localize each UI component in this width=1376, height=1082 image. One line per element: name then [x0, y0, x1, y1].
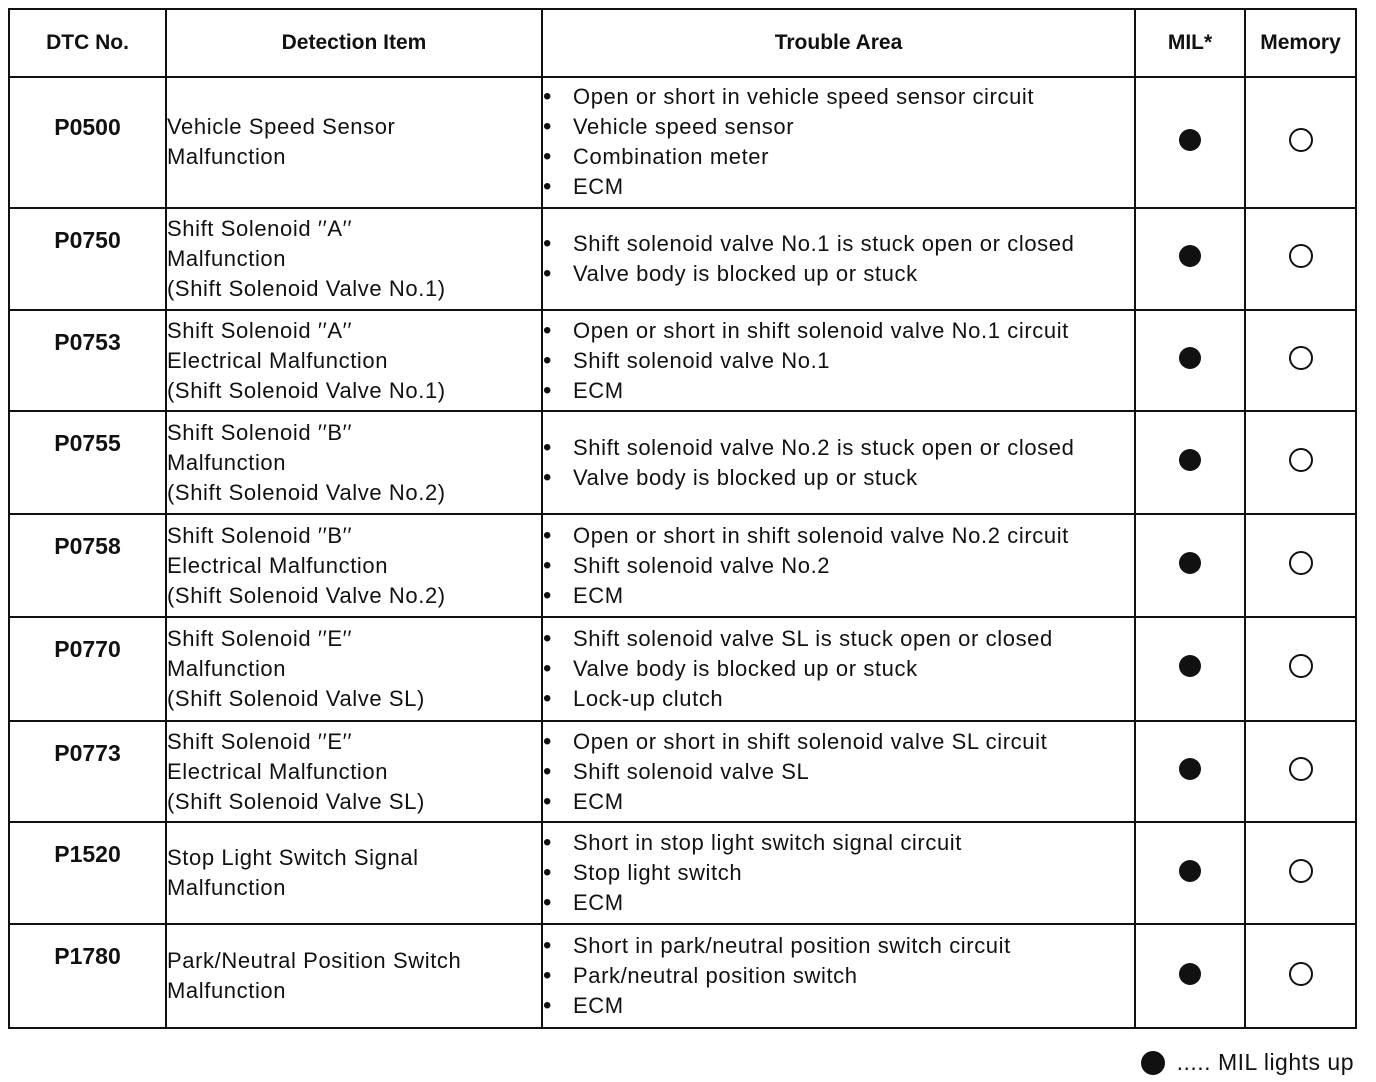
trouble-list: [543, 229, 1134, 289]
detection-item-line: Shift Solenoid ′′E′′: [167, 728, 353, 754]
trouble-item: • Vehicle speed sensor: [543, 112, 1134, 142]
dtc-code: P0758: [9, 514, 166, 617]
detection-item: [166, 514, 542, 617]
mil-cell: [1135, 411, 1245, 514]
trouble-list: [543, 521, 1134, 611]
trouble-area: [542, 822, 1135, 924]
detection-item-line: (Shift Solenoid Valve SL): [167, 685, 425, 711]
detection-item-line: Electrical Malfunction: [167, 552, 389, 578]
trouble-item: • Combination meter: [543, 142, 1134, 172]
empty-circle-icon: [1289, 757, 1313, 781]
filled-circle-icon: [1179, 129, 1201, 151]
empty-circle-icon: [1289, 859, 1313, 883]
trouble-item: • ECM: [543, 787, 1134, 817]
detection-item-line: Park/Neutral Position Switch: [167, 948, 462, 974]
filled-circle-icon: [1179, 655, 1201, 677]
table-row: [9, 822, 1356, 924]
trouble-item: • Open or short in shift solenoid valve No.1 circuit: [543, 316, 1134, 346]
filled-circle-icon: [1179, 860, 1201, 882]
detection-item-line: Stop Light Switch Signal: [167, 845, 419, 871]
mil-cell: [1135, 924, 1245, 1028]
detection-item-line: Electrical Malfunction: [167, 347, 389, 373]
table-row: [9, 617, 1356, 721]
trouble-area: [542, 77, 1135, 208]
filled-circle-icon: [1179, 449, 1201, 471]
memory-cell: [1245, 77, 1356, 208]
empty-circle-icon: [1289, 962, 1313, 986]
mil-cell: [1135, 617, 1245, 721]
dtc-code: P0750: [9, 208, 166, 310]
detection-item: [166, 721, 542, 823]
detection-item-line: Malfunction: [167, 245, 287, 271]
memory-cell: [1245, 310, 1356, 412]
trouble-item: • Short in park/neutral position switch circuit: [543, 931, 1134, 961]
mil-cell: [1135, 514, 1245, 617]
detection-item-line: (Shift Solenoid Valve No.2): [167, 582, 446, 608]
filled-circle-icon: [1179, 552, 1201, 574]
memory-cell: [1245, 822, 1356, 924]
empty-circle-icon: [1289, 244, 1313, 268]
dtc-code: P0755: [9, 411, 166, 514]
detection-item-line: Shift Solenoid ′′E′′: [167, 625, 353, 651]
detection-item-line: Malfunction: [167, 449, 287, 475]
table-row: [9, 411, 1356, 514]
mil-cell: [1135, 77, 1245, 208]
header-dtc-no: DTC No.: [9, 9, 166, 77]
trouble-item: • ECM: [543, 581, 1134, 611]
legend: [1141, 1049, 1354, 1076]
dtc-code: P0753: [9, 310, 166, 412]
detection-item-line: Malfunction: [167, 978, 287, 1004]
mil-cell: [1135, 310, 1245, 412]
dtc-code: P1520: [9, 822, 166, 924]
trouble-area: [542, 514, 1135, 617]
trouble-list: [543, 82, 1134, 202]
dtc-code: P0773: [9, 721, 166, 823]
memory-cell: [1245, 721, 1356, 823]
trouble-area: [542, 721, 1135, 823]
table-row: [9, 310, 1356, 412]
detection-item-line: Malfunction: [167, 144, 287, 170]
mil-cell: [1135, 721, 1245, 823]
header-detection-item: Detection Item: [166, 9, 542, 77]
table-row: [9, 77, 1356, 208]
trouble-item: • Open or short in shift solenoid valve SL circuit: [543, 727, 1134, 757]
filled-circle-icon: [1141, 1051, 1165, 1075]
memory-cell: [1245, 514, 1356, 617]
filled-circle-icon: [1179, 245, 1201, 267]
detection-item-line: Electrical Malfunction: [167, 758, 389, 784]
detection-item: [166, 822, 542, 924]
dtc-code: P0770: [9, 617, 166, 721]
table-row: [9, 514, 1356, 617]
trouble-item: • Short in stop light switch signal circuit: [543, 828, 1134, 858]
dtc-table-container: [8, 8, 1355, 1029]
detection-item-line: Malfunction: [167, 655, 287, 681]
detection-item: [166, 208, 542, 310]
trouble-item: • Open or short in vehicle speed sensor circuit: [543, 82, 1134, 112]
trouble-item: • Stop light switch: [543, 858, 1134, 888]
trouble-item: • Valve body is blocked up or stuck: [543, 463, 1134, 493]
trouble-item: • ECM: [543, 888, 1134, 918]
trouble-item: • Valve body is blocked up or stuck: [543, 654, 1134, 684]
trouble-item: • Shift solenoid valve No.2 is stuck open or closed: [543, 433, 1134, 463]
detection-item: [166, 77, 542, 208]
empty-circle-icon: [1289, 346, 1313, 370]
detection-item: [166, 617, 542, 721]
trouble-area: [542, 310, 1135, 412]
detection-item: [166, 924, 542, 1028]
empty-circle-icon: [1289, 128, 1313, 152]
table-row: [9, 208, 1356, 310]
detection-item-line: (Shift Solenoid Valve No.1): [167, 377, 446, 403]
trouble-item: • Shift solenoid valve SL is stuck open or closed: [543, 624, 1134, 654]
detection-item-line: (Shift Solenoid Valve No.2): [167, 479, 446, 505]
trouble-list: [543, 624, 1134, 714]
table-row: [9, 924, 1356, 1028]
filled-circle-icon: [1179, 347, 1201, 369]
memory-cell: [1245, 411, 1356, 514]
detection-item: [166, 310, 542, 412]
filled-circle-icon: [1179, 758, 1201, 780]
header-trouble-area: Trouble Area: [542, 9, 1135, 77]
detection-item-line: Shift Solenoid ′′B′′: [167, 522, 353, 548]
trouble-item: • ECM: [543, 376, 1134, 406]
trouble-area: [542, 924, 1135, 1028]
table-header-row: [9, 9, 1356, 77]
trouble-item: • ECM: [543, 991, 1134, 1021]
trouble-area: [542, 208, 1135, 310]
dtc-code: P1780: [9, 924, 166, 1028]
memory-cell: [1245, 208, 1356, 310]
dtc-table: [8, 8, 1357, 1029]
detection-item-line: Malfunction: [167, 875, 287, 901]
trouble-area: [542, 617, 1135, 721]
table-body: [9, 77, 1356, 1028]
trouble-item: • Shift solenoid valve No.2: [543, 551, 1134, 581]
detection-item-line: Shift Solenoid ′′A′′: [167, 215, 353, 241]
detection-item-line: Shift Solenoid ′′A′′: [167, 317, 353, 343]
trouble-list: [543, 316, 1134, 406]
memory-cell: [1245, 924, 1356, 1028]
trouble-item: • Shift solenoid valve No.1: [543, 346, 1134, 376]
empty-circle-icon: [1289, 448, 1313, 472]
trouble-list: [543, 828, 1134, 918]
trouble-item: • Open or short in shift solenoid valve No.2 circuit: [543, 521, 1134, 551]
header-mil: MIL*: [1135, 9, 1245, 77]
memory-cell: [1245, 617, 1356, 721]
trouble-area: [542, 411, 1135, 514]
dtc-code: P0500: [9, 77, 166, 208]
trouble-item: • Park/neutral position switch: [543, 961, 1134, 991]
mil-cell: [1135, 208, 1245, 310]
legend-text: ..... MIL lights up: [1176, 1049, 1354, 1075]
filled-circle-icon: [1179, 963, 1201, 985]
header-memory: Memory: [1245, 9, 1356, 77]
detection-item: [166, 411, 542, 514]
detection-item-line: (Shift Solenoid Valve SL): [167, 788, 425, 814]
trouble-item: • Valve body is blocked up or stuck: [543, 259, 1134, 289]
mil-cell: [1135, 822, 1245, 924]
detection-item-line: (Shift Solenoid Valve No.1): [167, 275, 446, 301]
trouble-item: • Lock-up clutch: [543, 684, 1134, 714]
trouble-item: • Shift solenoid valve SL: [543, 757, 1134, 787]
trouble-item: • ECM: [543, 172, 1134, 202]
trouble-list: [543, 931, 1134, 1021]
trouble-list: [543, 433, 1134, 493]
detection-item-line: Vehicle Speed Sensor: [167, 114, 396, 140]
detection-item-line: Shift Solenoid ′′B′′: [167, 419, 353, 445]
empty-circle-icon: [1289, 654, 1313, 678]
trouble-list: [543, 727, 1134, 817]
table-row: [9, 721, 1356, 823]
empty-circle-icon: [1289, 551, 1313, 575]
trouble-item: • Shift solenoid valve No.1 is stuck open or closed: [543, 229, 1134, 259]
